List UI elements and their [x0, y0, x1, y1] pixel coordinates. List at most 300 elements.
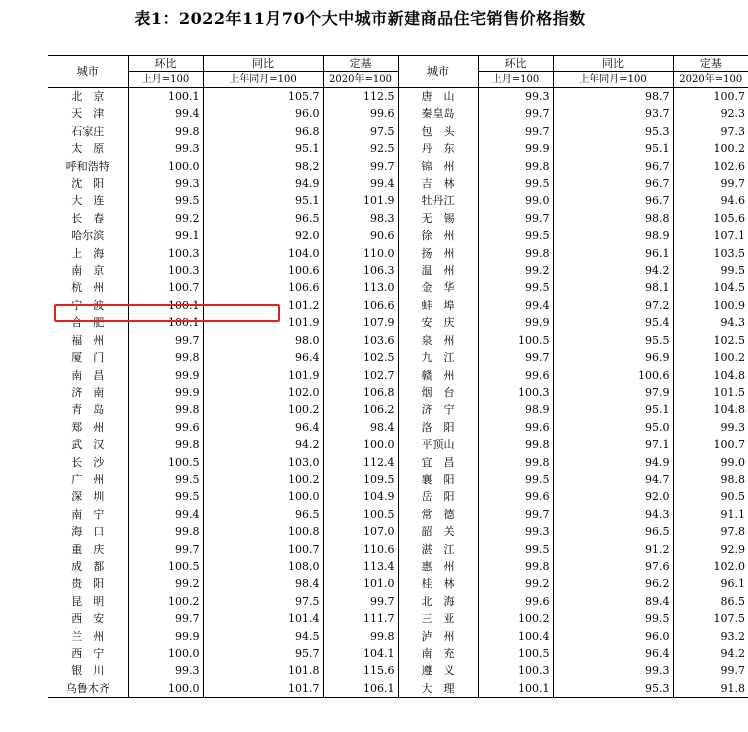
base-value: 99.5 — [673, 262, 748, 279]
city-name: 九 江 — [398, 349, 478, 366]
base-value: 97.8 — [673, 523, 748, 540]
mom-value: 99.8 — [128, 436, 203, 453]
base-value: 97.3 — [673, 123, 748, 140]
mom-value: 99.8 — [128, 123, 203, 140]
mom-value: 99.5 — [128, 488, 203, 505]
yoy-value: 92.0 — [203, 227, 323, 244]
table-row — [48, 523, 748, 540]
base-value: 102.5 — [673, 332, 748, 349]
base-value: 103.5 — [673, 245, 748, 262]
base-value: 100.0 — [323, 436, 398, 453]
city-name: 湛 江 — [398, 541, 478, 558]
city-name: 包 头 — [398, 123, 478, 140]
mom-value: 99.3 — [478, 523, 553, 540]
base-value: 100.7 — [673, 88, 748, 106]
mom-value: 99.9 — [128, 628, 203, 645]
yoy-value: 95.0 — [553, 419, 673, 436]
base-value: 99.3 — [673, 419, 748, 436]
table-row — [48, 175, 748, 192]
yoy-value: 96.0 — [203, 105, 323, 122]
city-name: 呼和浩特 — [65, 159, 110, 173]
city-name: 上 海 — [71, 246, 105, 260]
city-name: 丹 东 — [398, 140, 478, 157]
mom-value: 99.3 — [478, 88, 553, 106]
mom-value: 99.8 — [478, 454, 553, 471]
mom-value: 99.3 — [128, 175, 203, 192]
mom-value: 99.9 — [128, 384, 203, 401]
mom-value: 99.2 — [128, 210, 203, 227]
mom-value: 99.5 — [128, 192, 203, 209]
base-value: 106.3 — [323, 262, 398, 279]
city-name: 成 都 — [71, 559, 105, 573]
mom-value: 100.5 — [128, 558, 203, 575]
base-value: 110.0 — [323, 245, 398, 262]
yoy-value: 100.2 — [203, 401, 323, 418]
table-row — [48, 367, 748, 384]
city-name: 福 州 — [71, 333, 105, 347]
mom-value: 99.4 — [478, 297, 553, 314]
header-mom: 环比 — [128, 56, 203, 72]
yoy-value: 94.9 — [553, 454, 673, 471]
city-name: 安 庆 — [398, 314, 478, 331]
yoy-value: 94.3 — [553, 506, 673, 523]
base-value: 107.9 — [323, 314, 398, 331]
mom-value: 100.0 — [128, 645, 203, 662]
table-row — [48, 662, 748, 679]
table-row — [48, 401, 748, 418]
yoy-value: 96.7 — [553, 192, 673, 209]
yoy-value: 96.7 — [553, 158, 673, 175]
base-value: 111.7 — [323, 610, 398, 627]
base-value: 90.6 — [323, 227, 398, 244]
yoy-value: 96.5 — [203, 210, 323, 227]
city-name: 南 昌 — [71, 368, 105, 382]
yoy-value: 102.0 — [203, 384, 323, 401]
city-name: 西 安 — [71, 612, 105, 626]
table-row — [48, 680, 748, 698]
base-value: 98.3 — [323, 210, 398, 227]
table-row — [48, 192, 748, 209]
city-name: 海 口 — [71, 525, 105, 539]
base-value: 106.8 — [323, 384, 398, 401]
city-name: 长 沙 — [71, 455, 105, 469]
base-value: 107.1 — [673, 227, 748, 244]
base-value: 100.2 — [673, 349, 748, 366]
yoy-value: 96.1 — [553, 245, 673, 262]
base-value: 99.4 — [323, 175, 398, 192]
base-value: 99.6 — [323, 105, 398, 122]
table-row — [48, 332, 748, 349]
yoy-value: 101.8 — [203, 662, 323, 679]
mom-value: 99.7 — [128, 541, 203, 558]
base-value: 113.0 — [323, 279, 398, 296]
yoy-value: 96.8 — [203, 123, 323, 140]
table-row — [48, 349, 748, 366]
mom-value: 98.9 — [478, 401, 553, 418]
base-value: 99.8 — [323, 628, 398, 645]
mom-value: 100.3 — [478, 384, 553, 401]
city-name: 武 汉 — [71, 438, 105, 452]
table-row — [48, 506, 748, 523]
yoy-value: 95.1 — [553, 140, 673, 157]
mom-value: 99.5 — [478, 279, 553, 296]
base-value: 106.6 — [323, 297, 398, 314]
yoy-value: 98.1 — [553, 279, 673, 296]
city-name: 金 华 — [398, 279, 478, 296]
table-row — [48, 610, 748, 627]
price-index-table — [48, 55, 748, 698]
yoy-value: 95.7 — [203, 645, 323, 662]
base-value: 104.5 — [673, 279, 748, 296]
base-value: 115.6 — [323, 662, 398, 679]
mom-value: 100.4 — [478, 628, 553, 645]
base-value: 104.1 — [323, 645, 398, 662]
mom-value: 99.7 — [478, 506, 553, 523]
city-name: 青 岛 — [71, 403, 105, 417]
mom-value: 99.8 — [478, 558, 553, 575]
table-row — [48, 279, 748, 296]
city-name: 三 亚 — [398, 610, 478, 627]
base-value: 102.6 — [673, 158, 748, 175]
base-value: 104.9 — [323, 488, 398, 505]
base-value: 93.2 — [673, 628, 748, 645]
header-base-sub: 2020年=100 — [673, 72, 748, 88]
yoy-value: 96.4 — [553, 645, 673, 662]
city-name: 长 春 — [71, 211, 105, 225]
city-name: 合 肥 — [71, 316, 105, 330]
mom-value: 99.8 — [128, 349, 203, 366]
base-value: 92.5 — [323, 140, 398, 157]
city-name: 济 宁 — [398, 401, 478, 418]
yoy-value: 93.7 — [553, 105, 673, 122]
city-name: 深 圳 — [71, 490, 105, 504]
mom-value: 100.0 — [128, 680, 203, 698]
base-value: 112.4 — [323, 454, 398, 471]
city-name: 重 庆 — [71, 542, 105, 556]
header-mom: 环比 — [478, 56, 553, 72]
base-value: 107.5 — [673, 610, 748, 627]
table-row — [48, 262, 748, 279]
mom-value: 99.5 — [478, 541, 553, 558]
yoy-value: 98.7 — [553, 88, 673, 106]
table-row — [48, 227, 748, 244]
yoy-value: 95.4 — [553, 314, 673, 331]
base-value: 109.5 — [323, 471, 398, 488]
yoy-value: 101.4 — [203, 610, 323, 627]
base-value: 100.2 — [673, 140, 748, 157]
yoy-value: 95.5 — [553, 332, 673, 349]
yoy-value: 94.7 — [553, 471, 673, 488]
mom-value: 100.2 — [478, 610, 553, 627]
city-name: 宜 昌 — [398, 454, 478, 471]
base-value: 100.5 — [323, 506, 398, 523]
city-name: 牡丹江 — [398, 192, 478, 209]
yoy-value: 100.6 — [203, 262, 323, 279]
base-value: 99.0 — [673, 454, 748, 471]
mom-value: 99.2 — [478, 575, 553, 592]
mom-value: 100.3 — [128, 262, 203, 279]
yoy-value: 98.8 — [553, 210, 673, 227]
yoy-value: 96.7 — [553, 175, 673, 192]
table-row — [48, 88, 748, 106]
yoy-value: 98.0 — [203, 332, 323, 349]
table-row — [48, 384, 748, 401]
table-row — [48, 593, 748, 610]
base-value: 113.4 — [323, 558, 398, 575]
base-value: 100.7 — [673, 436, 748, 453]
city-name: 昆 明 — [71, 594, 105, 608]
yoy-value: 98.9 — [553, 227, 673, 244]
table-row — [48, 645, 748, 662]
city-name: 无 锡 — [398, 210, 478, 227]
city-name: 济 南 — [71, 385, 105, 399]
yoy-value: 95.1 — [203, 140, 323, 157]
yoy-value: 100.6 — [553, 367, 673, 384]
mom-value: 99.2 — [128, 575, 203, 592]
yoy-value: 95.3 — [553, 123, 673, 140]
yoy-value: 101.9 — [203, 314, 323, 331]
yoy-value: 95.1 — [203, 192, 323, 209]
city-name: 兰 州 — [71, 629, 105, 643]
mom-value: 99.4 — [128, 105, 203, 122]
header-city: 城市 — [48, 56, 128, 88]
base-value: 86.5 — [673, 593, 748, 610]
base-value: 91.1 — [673, 506, 748, 523]
yoy-value: 96.5 — [553, 523, 673, 540]
mom-value: 100.5 — [128, 454, 203, 471]
mom-value: 99.6 — [478, 593, 553, 610]
city-name: 温 州 — [398, 262, 478, 279]
yoy-value: 101.9 — [203, 367, 323, 384]
mom-value: 99.3 — [128, 140, 203, 157]
yoy-value: 96.0 — [553, 628, 673, 645]
mom-value: 99.8 — [128, 401, 203, 418]
mom-value: 100.1 — [128, 314, 203, 331]
base-value: 99.7 — [323, 593, 398, 610]
mom-value: 99.2 — [478, 262, 553, 279]
yoy-value: 94.2 — [553, 262, 673, 279]
yoy-value: 97.1 — [553, 436, 673, 453]
header-mom-sub: 上月=100 — [478, 72, 553, 88]
header-yoy-sub: 上年同月=100 — [203, 72, 323, 88]
base-value: 94.6 — [673, 192, 748, 209]
city-name: 贵 阳 — [71, 577, 105, 591]
yoy-value: 91.2 — [553, 541, 673, 558]
header-yoy-sub: 上年同月=100 — [553, 72, 673, 88]
mom-value: 99.7 — [478, 349, 553, 366]
yoy-value: 96.4 — [203, 349, 323, 366]
yoy-value: 95.3 — [553, 680, 673, 698]
yoy-value: 94.2 — [203, 436, 323, 453]
base-value: 98.8 — [673, 471, 748, 488]
city-name: 厦 门 — [71, 351, 105, 365]
yoy-value: 96.2 — [553, 575, 673, 592]
mom-value: 99.7 — [128, 332, 203, 349]
city-name: 南 充 — [398, 645, 478, 662]
mom-value: 99.7 — [478, 123, 553, 140]
city-name: 徐 州 — [398, 227, 478, 244]
base-value: 110.6 — [323, 541, 398, 558]
mom-value: 99.5 — [478, 471, 553, 488]
base-value: 101.0 — [323, 575, 398, 592]
mom-value: 99.5 — [478, 227, 553, 244]
mom-value: 99.0 — [478, 192, 553, 209]
mom-value: 100.1 — [128, 88, 203, 106]
city-name: 锦 州 — [398, 158, 478, 175]
city-name: 桂 林 — [398, 575, 478, 592]
city-name: 南 宁 — [71, 507, 105, 521]
city-name: 沈 阳 — [71, 177, 105, 191]
mom-value: 99.7 — [478, 210, 553, 227]
city-name: 北 海 — [398, 593, 478, 610]
table-title: 表1：2022年11月70个大中城市新建商品住宅销售价格指数 — [134, 9, 586, 28]
mom-value: 99.1 — [128, 227, 203, 244]
city-name: 泸 州 — [398, 628, 478, 645]
yoy-value: 105.7 — [203, 88, 323, 106]
yoy-value: 98.4 — [203, 575, 323, 592]
city-name: 扬 州 — [398, 245, 478, 262]
mom-value: 99.8 — [128, 523, 203, 540]
city-name: 吉 林 — [398, 175, 478, 192]
mom-value: 100.1 — [478, 680, 553, 698]
table-row — [48, 628, 748, 645]
header-base: 定基 — [323, 56, 398, 72]
table-row — [48, 454, 748, 471]
mom-value: 99.7 — [128, 610, 203, 627]
city-name: 银 川 — [71, 664, 105, 678]
base-value: 103.6 — [323, 332, 398, 349]
mom-value: 99.5 — [128, 471, 203, 488]
table-body — [48, 88, 748, 698]
table-row — [48, 314, 748, 331]
city-name: 大 理 — [398, 680, 478, 698]
yoy-value: 96.4 — [203, 419, 323, 436]
city-name: 岳 阳 — [398, 488, 478, 505]
mom-value: 99.8 — [478, 436, 553, 453]
base-value: 102.5 — [323, 349, 398, 366]
city-name: 杭 州 — [71, 281, 105, 295]
base-value: 99.7 — [673, 175, 748, 192]
yoy-value: 92.0 — [553, 488, 673, 505]
city-name: 大 连 — [71, 194, 105, 208]
base-value: 106.1 — [323, 680, 398, 698]
base-value: 100.9 — [673, 297, 748, 314]
base-value: 98.4 — [323, 419, 398, 436]
table-row — [48, 436, 748, 453]
city-name: 宁 波 — [71, 298, 105, 312]
table-row — [48, 541, 748, 558]
city-name: 赣 州 — [398, 367, 478, 384]
city-name: 太 原 — [71, 142, 105, 156]
yoy-value: 97.6 — [553, 558, 673, 575]
header-mom-sub: 上月=100 — [128, 72, 203, 88]
base-value: 91.8 — [673, 680, 748, 698]
yoy-value: 100.2 — [203, 471, 323, 488]
mom-value: 99.6 — [478, 367, 553, 384]
table-row — [48, 419, 748, 436]
table-row — [48, 158, 748, 175]
header-yoy: 同比 — [203, 56, 323, 72]
city-name: 惠 州 — [398, 558, 478, 575]
yoy-value: 94.5 — [203, 628, 323, 645]
city-name: 洛 阳 — [398, 419, 478, 436]
base-value: 112.5 — [323, 88, 398, 106]
mom-value: 100.2 — [128, 593, 203, 610]
table-row — [48, 245, 748, 262]
yoy-value: 95.1 — [553, 401, 673, 418]
mom-value: 99.4 — [128, 506, 203, 523]
mom-value: 99.8 — [478, 158, 553, 175]
yoy-value: 108.0 — [203, 558, 323, 575]
base-value: 99.7 — [673, 662, 748, 679]
city-name: 哈尔滨 — [71, 229, 105, 243]
base-value: 99.7 — [323, 158, 398, 175]
city-name: 烟 台 — [398, 384, 478, 401]
table-row — [48, 210, 748, 227]
mom-value: 99.3 — [128, 662, 203, 679]
mom-value: 100.7 — [128, 279, 203, 296]
yoy-value: 97.9 — [553, 384, 673, 401]
base-value: 106.2 — [323, 401, 398, 418]
city-name: 北 京 — [71, 90, 105, 103]
yoy-value: 89.4 — [553, 593, 673, 610]
yoy-value: 100.0 — [203, 488, 323, 505]
city-name: 郑 州 — [71, 420, 105, 434]
mom-value: 99.6 — [478, 419, 553, 436]
mom-value: 99.9 — [478, 314, 553, 331]
table-row — [48, 140, 748, 157]
yoy-value: 97.5 — [203, 593, 323, 610]
header-yoy: 同比 — [553, 56, 673, 72]
city-name: 常 德 — [398, 506, 478, 523]
city-name: 石家庄 — [71, 124, 105, 138]
table-row — [48, 297, 748, 314]
table-row — [48, 575, 748, 592]
base-value: 104.8 — [673, 367, 748, 384]
header-base-sub: 2020年=100 — [323, 72, 398, 88]
yoy-value: 101.7 — [203, 680, 323, 698]
city-name: 蚌 埠 — [398, 297, 478, 314]
mom-value: 100.5 — [478, 645, 553, 662]
yoy-value: 96.9 — [553, 349, 673, 366]
city-name: 乌鲁木齐 — [65, 681, 110, 695]
base-value: 107.0 — [323, 523, 398, 540]
mom-value: 100.0 — [128, 158, 203, 175]
mom-value: 99.9 — [128, 367, 203, 384]
base-value: 92.3 — [673, 105, 748, 122]
city-name: 秦皇岛 — [398, 105, 478, 122]
yoy-value: 98.2 — [203, 158, 323, 175]
table-row — [48, 123, 748, 140]
yoy-value: 94.9 — [203, 175, 323, 192]
header-base: 定基 — [673, 56, 748, 72]
base-value: 97.5 — [323, 123, 398, 140]
table-row — [48, 558, 748, 575]
base-value: 96.1 — [673, 575, 748, 592]
yoy-value: 99.5 — [553, 610, 673, 627]
base-value: 94.3 — [673, 314, 748, 331]
mom-value: 99.6 — [128, 419, 203, 436]
city-name: 南 京 — [71, 264, 105, 278]
header-city: 城市 — [398, 56, 478, 88]
mom-value: 100.3 — [128, 245, 203, 262]
base-value: 92.9 — [673, 541, 748, 558]
yoy-value: 100.7 — [203, 541, 323, 558]
mom-value: 100.5 — [478, 332, 553, 349]
mom-value: 99.9 — [478, 140, 553, 157]
base-value: 102.0 — [673, 558, 748, 575]
city-name: 广 州 — [71, 472, 105, 486]
